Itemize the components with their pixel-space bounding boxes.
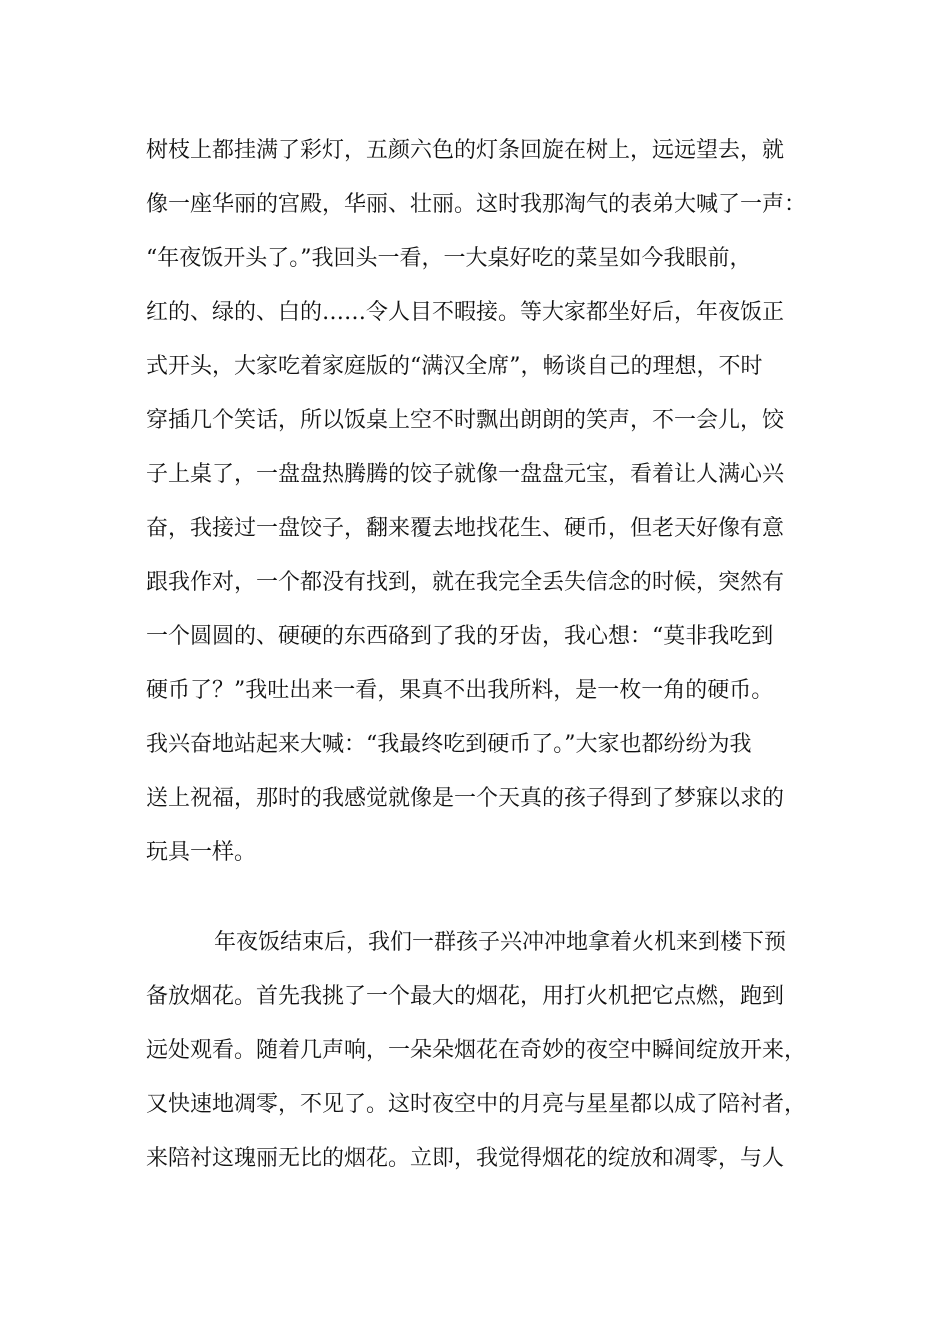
text-line-1: 树枝上都挂满了彩灯，五颜六色的灯条回旋在树上，远远望去，就 xyxy=(146,138,785,163)
text-line-11: 硬币了？”我吐出来一看，果真不出我所料，是一枚一角的硬币。 xyxy=(146,678,774,703)
text-line-2: 像一座华丽的宫殿，华丽、壮丽。这时我那淘气的表弟大喊了一声： xyxy=(146,192,807,217)
text-line-13: 送上祝福，那时的我感觉就像是一个天真的孩子得到了梦寐以求的 xyxy=(146,786,785,811)
text-line-12: 我兴奋地站起来大喊：“我最终吃到硬币了。”大家也都纷纷为我 xyxy=(146,732,752,757)
text-line-14: 玩具一样。 xyxy=(146,840,257,865)
text-line-6: 穿插几个笑话，所以饭桌上空不时飘出朗朗的笑声，不一会儿，饺 xyxy=(146,408,785,433)
text-line-18: 又快速地凋零，不见了。这时夜空中的月亮与星星都以成了陪衬者， xyxy=(146,1092,807,1117)
text-line-17: 远处观看。随着几声响，一朵朵烟花在奇妙的夜空中瞬间绽放开来， xyxy=(146,1038,807,1063)
text-line-9: 跟我作对，一个都没有找到，就在我完全丢失信念的时候，突然有 xyxy=(146,570,785,595)
text-line-15: 年夜饭结束后，我们一群孩子兴冲冲地拿着火机来到楼下预 xyxy=(214,930,787,955)
text-line-10: 一个圆圆的、硬硬的东西硌到了我的牙齿，我心想：“莫非我吃到 xyxy=(146,624,774,649)
text-line-3: “年夜饭开头了。”我回头一看，一大桌好吃的菜呈如今我眼前， xyxy=(146,246,752,271)
text-line-8: 奋，我接过一盘饺子，翻来覆去地找花生、硬币，但老天好像有意 xyxy=(146,516,785,541)
text-line-16: 备放烟花。首先我挑了一个最大的烟花，用打火机把它点燃，跑到 xyxy=(146,984,785,1009)
text-line-5: 式开头，大家吃着家庭版的“满汉全席”，畅谈自己的理想，不时 xyxy=(146,354,763,379)
text-line-4: 红的、绿的、白的……令人目不暇接。等大家都坐好后，年夜饭正 xyxy=(146,300,785,325)
text-line-7: 子上桌了，一盘盘热腾腾的饺子就像一盘盘元宝，看着让人满心兴 xyxy=(146,462,785,487)
text-line-19: 来陪衬这瑰丽无比的烟花。立即，我觉得烟花的绽放和凋零，与人 xyxy=(146,1146,785,1171)
